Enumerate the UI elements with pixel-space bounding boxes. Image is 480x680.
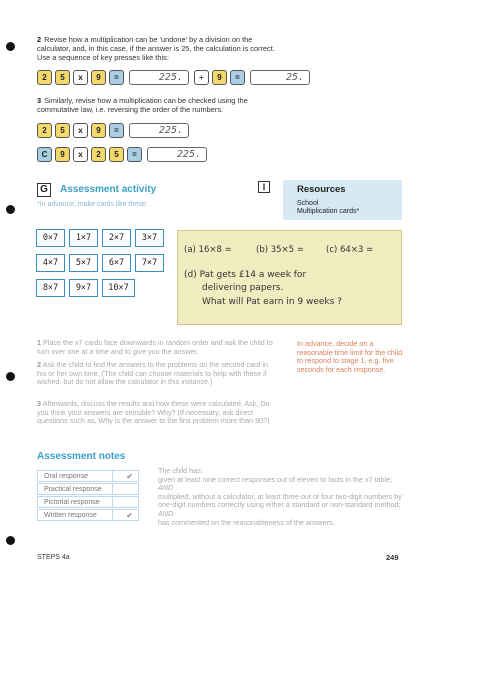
problem-d-line-1: (d) Pat gets £14 a week for — [184, 270, 307, 280]
resources-item: School — [297, 200, 319, 207]
multiplication-card: 3×7 — [135, 229, 164, 247]
activity-subtitle: *In advance, make cards like these: — [37, 201, 148, 208]
instruction-3 — [37, 400, 277, 426]
key-sequence-row-3 — [37, 147, 257, 162]
calc-key-9: 9 — [91, 123, 106, 138]
multiplication-card: 0×7 — [36, 229, 65, 247]
activity-title: Assessment activity — [60, 184, 157, 195]
problem-b: (b) 35×5 = — [256, 245, 304, 255]
problem-card — [177, 230, 402, 325]
side-note: In advance, decide on a reasonable time limit for the child to respond to stage 1, e.g. five seconds for each response. — [297, 339, 403, 374]
criteria-line: given at least nine correct responses out of eleven to facts in the x7 table; — [158, 474, 393, 484]
calculator-display: 225. — [129, 123, 189, 138]
instruction-text: Ask the child to find the answers to the problems on the second card in his or her own time. (The child can choose materials to help with these if wished, but do not allow the calculator in this instance.) — [37, 360, 268, 387]
multiplication-cards — [36, 229, 166, 299]
problem-d-line-3: What will Pat earn in 9 weeks ? — [202, 297, 342, 307]
note-row-oral — [37, 470, 139, 482]
binder-hole — [6, 42, 15, 51]
instruction-text: Afterwards, discuss the results and how these were calculated. Ask, Do you think your answers are sensible? Why? (If necessary, ask direct questions such as, Why is the answer to the first problem more than 80?) — [37, 399, 270, 426]
criteria-line: multiplied, without a calculator, at least three out of four two-digit numbers by one-digit numbers correctly using either a standard or non-standard method; — [158, 491, 402, 510]
calc-key-multiply: x — [73, 147, 88, 162]
multiplication-card: 5×7 — [69, 254, 98, 272]
calc-key-9: 9 — [212, 70, 227, 85]
criteria-line: has commented on the reasonableness of the answers. — [158, 517, 335, 527]
multiplication-card: 2×7 — [102, 229, 131, 247]
calc-key-5: 5 — [109, 147, 124, 162]
checkmark-icon: ✔ — [126, 511, 133, 520]
instruction-2 — [37, 361, 277, 387]
calc-key-clear: C — [37, 147, 52, 162]
instruction-1 — [37, 339, 277, 356]
problem-a: (a) 16×8 = — [184, 245, 232, 255]
multiplication-card: 8×7 — [36, 279, 65, 297]
problem-d-line-2: delivering papers. — [202, 283, 284, 293]
calc-key-2: 2 — [37, 70, 52, 85]
note-row-practical — [37, 483, 139, 495]
calc-key-equals: = — [109, 70, 124, 85]
instruction-number: 2 — [37, 360, 41, 369]
calculator-display: 25. — [250, 70, 310, 85]
section-2-number: 2 — [37, 35, 42, 44]
resources-item: Multiplication cards* — [297, 208, 360, 215]
calc-key-divide: ÷ — [194, 70, 209, 85]
checkmark-icon: ✔ — [126, 472, 133, 481]
multiplication-card: 10×7 — [102, 279, 135, 297]
key-sequence-row-1 — [37, 70, 317, 85]
calc-key-2: 2 — [37, 123, 52, 138]
note-label: Practical response — [44, 486, 102, 493]
calc-key-equals: = — [109, 123, 124, 138]
resources-box — [283, 180, 402, 220]
calc-key-9: 9 — [55, 147, 70, 162]
assessment-notes-title: Assessment notes — [37, 451, 126, 462]
resources-title: Resources — [297, 184, 346, 195]
section-3-number: 3 — [37, 96, 42, 105]
section-3-text: Similarly, revise how a multiplication can be checked using the commutative law, i.e. reversing the order of the numbers. — [37, 96, 248, 114]
calculator-display: 225. — [129, 70, 189, 85]
multiplication-card: 4×7 — [36, 254, 65, 272]
calc-key-equals: = — [230, 70, 245, 85]
note-row-pictorial — [37, 496, 139, 508]
criteria-and: AND — [158, 483, 174, 493]
calculator-display: 225. — [147, 147, 207, 162]
instruction-text: Place the x7 cards face downwards in random order and ask the child to turn over one at a time and to give you the answer. — [37, 338, 273, 356]
calc-key-multiply: x — [73, 70, 88, 85]
criteria-and: AND — [158, 508, 174, 518]
problem-c: (c) 64×3 = — [326, 245, 374, 255]
note-label: Oral response — [44, 473, 88, 480]
activity-badge: G — [37, 183, 51, 197]
calc-key-2: 2 — [91, 147, 106, 162]
multiplication-card: 9×7 — [69, 279, 98, 297]
key-sequence-row-2 — [37, 123, 237, 138]
binder-hole — [6, 536, 15, 545]
calc-key-9: 9 — [91, 70, 106, 85]
calc-key-multiply: x — [73, 123, 88, 138]
multiplication-card: 1×7 — [69, 229, 98, 247]
instruction-number: 1 — [37, 338, 41, 347]
calc-key-equals: = — [127, 147, 142, 162]
page-number: 249 — [386, 553, 399, 562]
calc-key-5: 5 — [55, 123, 70, 138]
calc-key-5: 5 — [55, 70, 70, 85]
criteria-line: The child has: — [158, 466, 203, 475]
section-2-text: Revise how a multiplication can be 'undone' by a division on the calculator, and, in this case, if the answer is 25, the calculation is correct. Use a sequence of key presses like this: — [37, 35, 275, 62]
note-label: Pictorial response — [44, 499, 100, 506]
binder-hole — [6, 372, 15, 381]
assessment-criteria — [158, 467, 403, 527]
section-2-paragraph — [37, 35, 287, 62]
binder-hole — [6, 205, 15, 214]
multiplication-card: 6×7 — [102, 254, 131, 272]
section-3-paragraph — [37, 96, 287, 114]
footer-book-title: STEPS 4a — [37, 554, 70, 561]
note-label: Written response — [44, 512, 97, 519]
resources-badge: I — [258, 181, 270, 193]
instruction-number: 3 — [37, 399, 41, 408]
multiplication-card: 7×7 — [135, 254, 164, 272]
note-row-written — [37, 509, 139, 521]
